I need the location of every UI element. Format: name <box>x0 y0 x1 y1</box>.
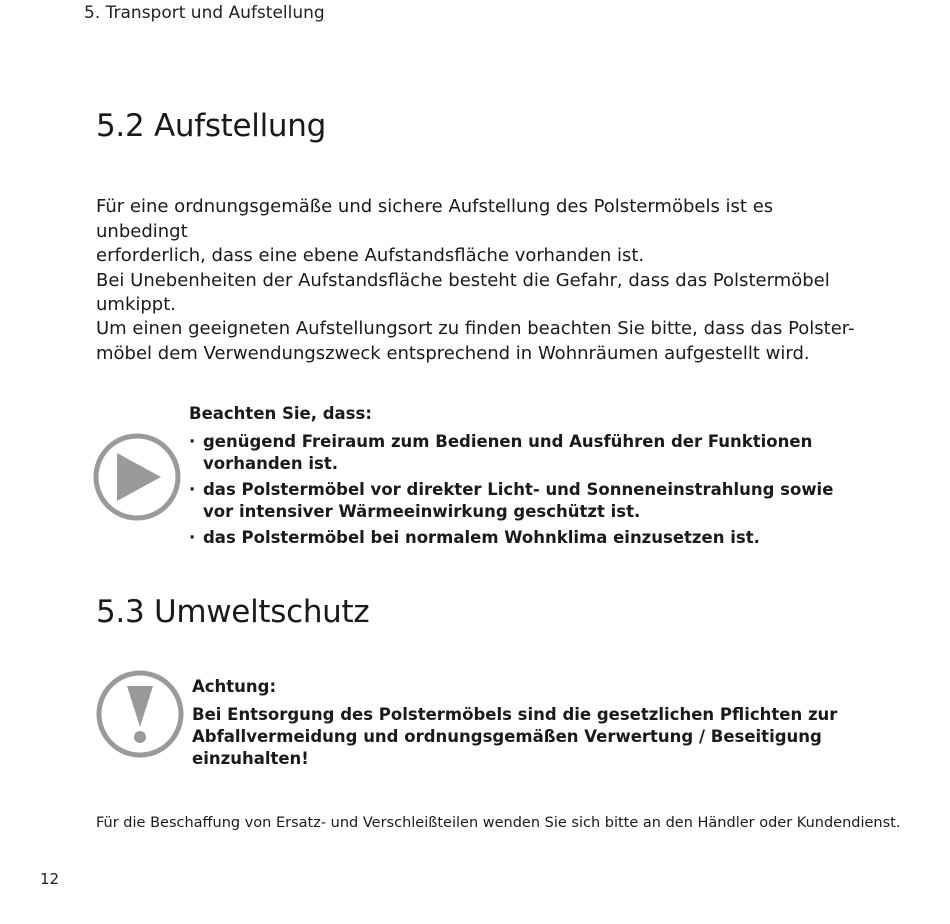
text-line: vorhanden ist. <box>203 454 338 473</box>
text-line: umkippt. <box>96 294 176 315</box>
text-line: einzuhalten! <box>192 749 309 768</box>
hint-list <box>189 431 839 549</box>
hint-title: Beachten Sie, dass: <box>189 404 372 423</box>
list-item <box>189 527 839 549</box>
text-line: Um einen geeigneten Aufstellungsort zu finden beachten Sie bitte, dass das Polster- <box>96 318 855 339</box>
exclamation-icon <box>95 669 185 759</box>
page-number: 12 <box>40 870 60 888</box>
text-line: Für eine ordnungsgemäße und sichere Aufstellung des Polstermöbels ist es unbedingt <box>96 196 774 242</box>
list-item <box>189 479 839 523</box>
warning-title: Achtung: <box>192 677 277 696</box>
text-line: Abfallvermeidung und ordnungsgemäßen Verwertung / Beseitigung <box>192 727 822 746</box>
text-line: das Polstermöbel vor direkter Licht- und Sonneneinstrahlung sowie <box>203 480 834 499</box>
spare-parts-note: Für die Beschaffung von Ersatz- und Verschleißteilen wenden Sie sich bitte an den Händler oder Kundendienst. <box>96 815 901 831</box>
list-item <box>189 431 839 475</box>
text-line: genügend Freiraum zum Bedienen und Ausführen der Funktionen <box>203 432 813 451</box>
warning-box <box>192 676 842 770</box>
text-line: das Polstermöbel bei normalem Wohnklima einzusetzen ist. <box>203 528 760 547</box>
text-line: möbel dem Verwendungszweck entsprechend in Wohnräumen aufgestellt wird. <box>96 342 810 364</box>
running-header: 5. Transport und Aufstellung <box>84 3 325 23</box>
paragraph-aufstellung-intro <box>96 195 856 318</box>
text-line: erforderlich, dass eine ebene Aufstandsfläche vorhanden ist. <box>96 245 645 266</box>
section-heading-aufstellung: 5.2 Aufstellung <box>96 108 326 144</box>
section-heading-umweltschutz: 5.3 Umweltschutz <box>96 594 370 630</box>
text-line: vor intensiver Wärmeeinwirkung geschützt ist. <box>203 502 641 521</box>
hint-box <box>189 403 839 553</box>
paragraph-aufstellungsort <box>96 317 856 366</box>
text-line: Bei Unebenheiten der Aufstandsfläche besteht die Gefahr, dass das Polstermöbel <box>96 269 830 291</box>
warning-text <box>192 704 842 770</box>
play-icon <box>92 432 182 522</box>
text-line: Bei Entsorgung des Polstermöbels sind die gesetzlichen Pflichten zur <box>192 705 838 724</box>
